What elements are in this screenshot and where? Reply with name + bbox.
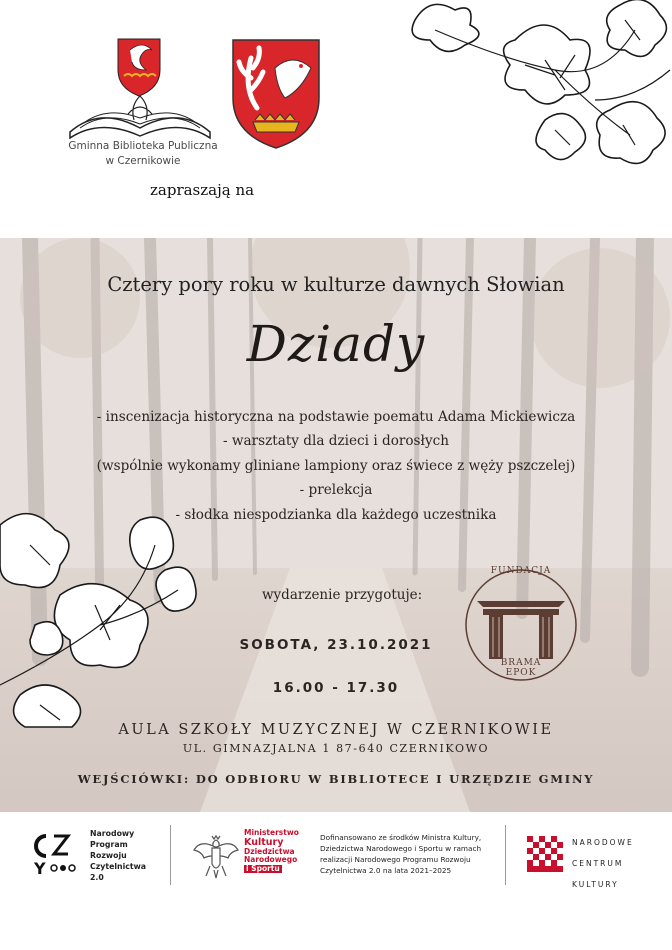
event-date: SOBOTA, 23.10.2021 xyxy=(239,637,433,653)
funding-text xyxy=(320,832,500,876)
nck-logo-icon xyxy=(525,834,565,874)
ministry-text xyxy=(244,829,299,873)
library-name xyxy=(58,139,228,169)
program-item: - inscenizacja historyczna na podstawie poematu Adama Mickiewicza xyxy=(96,409,576,425)
program-item: - słodka niespodzianka dla każdego uczestnika xyxy=(175,507,497,523)
ministry-line: Kultury xyxy=(244,836,284,848)
nprc-line: Narodowy xyxy=(90,829,135,838)
funding-line: realizacji Narodowego Programu Rozwoju xyxy=(320,855,471,864)
funding-line: Dofinansowano ze środków Ministra Kultury, xyxy=(320,833,482,842)
nck-text xyxy=(572,832,634,895)
program-item: - prelekcja xyxy=(299,482,373,498)
ministry-line: Ministerstwo xyxy=(244,828,299,837)
event-time: 16.00 - 17.30 xyxy=(272,680,400,696)
nck-line: KULTURY xyxy=(572,880,619,889)
ministry-line: Dziedzictwa xyxy=(244,846,295,856)
footer-divider xyxy=(505,825,506,885)
nprc-logo-icon xyxy=(32,832,76,876)
decorative-leaves-icon xyxy=(395,0,672,200)
nck-line: CENTRUM xyxy=(572,859,624,868)
organizer-label: wydarzenie przygotuje: xyxy=(262,587,423,603)
nprc-mark: Y xyxy=(34,859,46,876)
program-item: - warsztaty dla dzieci i dorosłych xyxy=(222,433,449,449)
nprc-text xyxy=(90,828,146,883)
ministry-line: i Sportu xyxy=(246,863,280,873)
tickets-info: WEJŚCIÓWKI: DO ODBIORU W BIBLIOTECE I URZĘDZIE GMINY xyxy=(77,772,595,786)
nprc-line: Program xyxy=(90,840,128,849)
footer-divider xyxy=(170,825,171,885)
series-title: Cztery pory roku w kulturze dawnych Słowian xyxy=(107,273,565,296)
library-name-line1: Gminna Biblioteka Publiczna xyxy=(68,140,218,152)
nprc-line: Rozwoju xyxy=(90,851,127,860)
foundation-name-2: EPOK xyxy=(505,668,537,678)
nprc-line: Czytelnictwa xyxy=(90,862,147,871)
foundation-name-1: BRAMA xyxy=(500,658,542,668)
event-title: Dziady xyxy=(246,315,426,373)
library-name-line2: w Czernikowie xyxy=(105,155,181,167)
foundation-brama-epok-logo xyxy=(455,563,590,683)
polish-eagle-icon xyxy=(192,832,240,880)
nprc-line: 2.0 xyxy=(90,873,104,882)
funding-line: Czytelnictwa 2.0 na lata 2021–2025 xyxy=(320,866,452,875)
foundation-label: FUNDACJA xyxy=(490,566,552,576)
decorative-leaves-icon xyxy=(0,505,205,730)
funding-line: Dziedzictwa Narodowego i Sportu w ramach xyxy=(320,844,482,853)
nck-line: NARODOWE xyxy=(572,838,634,847)
venue-address: UL. GIMNAZJALNA 1 87-640 CZERNIKOWO xyxy=(182,742,490,755)
czernikowo-coat-of-arms xyxy=(231,38,321,150)
ministry-line: Narodowego xyxy=(244,855,298,864)
venue-name: AULA SZKOŁY MUZYCZNEJ W CZERNIKOWIE xyxy=(118,722,554,738)
program-item: (wspólnie wykonamy gliniane lampiony oraz świece z wężу pszczelej) xyxy=(96,458,576,474)
invite-text: zapraszają na xyxy=(150,181,255,199)
